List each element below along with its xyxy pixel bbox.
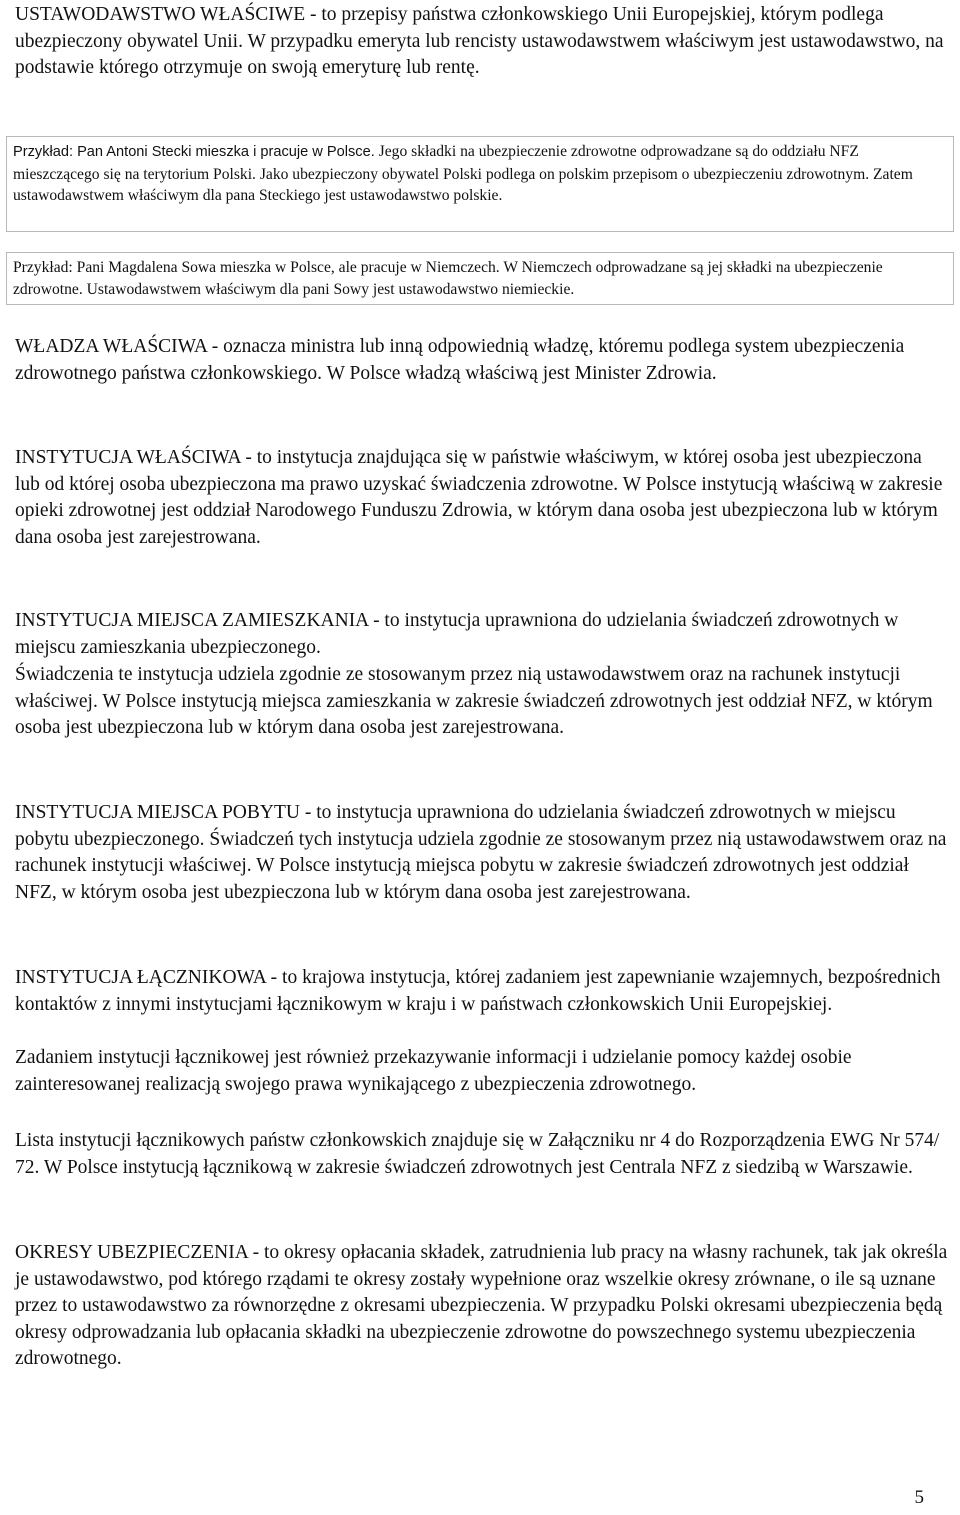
paragraph-instytucja-lacznikowa-lista: Lista instytucji łącznikowych państw członkowskich znajduje się w Załączniku nr 4 do Rozporządzenia EWG Nr 574/ 72. W Polsce instytucją łącznikową w zakresie świadczeń zdrowotnych jest Centrala NFZ z siedzibą w Warszawie. — [15, 1130, 940, 1178]
paragraph-instytucja-lacznikowa-zadanie: Zadaniem instytucji łącznikowej jest również przekazywanie informacji i udzielanie pomocy każdej osobie zainteresowanej realizacją swojego prawa wynikającego z ubezpieczenia zdrowotnego. — [15, 1047, 852, 1095]
example-box-stecki — [6, 136, 954, 232]
paragraph-instytucja-wlasciwa: INSTYTUCJA WŁAŚCIWA - to instytucja znajdująca się w państwie właściwym, w której osoba jest ubezpieczona lub od której osoba ubezpieczona ma prawo uzyskać świadczenia zdrowotne. W Polsce instytucją właściwą w zakresie opieki zdrowotnej jest oddział Narodowego Funduszu Zdrowia, w którym dana osoba jest ubezpieczona lub w którym dana osoba jest zarejestrowana. — [15, 447, 943, 548]
paragraph-instytucja-miejsca-zamieszkania: INSTYTUCJA MIEJSCA ZAMIESZKANIA - to instytucja uprawniona do udzielania świadczeń zdrowotnych w miejscu zamieszkania ubezpieczonego. — [15, 610, 899, 658]
example-stecki-text: Jego składki na ubezpieczenie zdrowotne odprowadzane są do oddziału NFZ mieszczącego się na terytorium Polski. Jako ubezpieczony obywatel Polski podlega on polskim przepisom o ubezpieczeniu zdrowotnym. Zatem ustawodawstwem właściwym dla pana Steckiego jest ustawodawstwo polskie. — [13, 143, 913, 205]
paragraph-instytucja-lacznikowa: INSTYTUCJA ŁĄCZNIKOWA - to krajowa instytucja, której zadaniem jest zapewnianie wzajemnych, bezpośrednich kontaktów z innymi instytucjami łącznikowym w kraju i w państwach członkowskich Unii Europejskiej. — [15, 967, 941, 1015]
paragraph-instytucja-miejsca-zamieszkania-cont: Świadczenia te instytucja udziela zgodnie ze stosowanym przez nią ustawodawstwem oraz na rachunek instytucji właściwej. W Polsce instytucją miejsca zamieszkania w zakresie świadczeń zdrowotnych jest oddział NFZ, w którym osoba jest ubezpieczona lub w którym dana osoba jest zarejestrowana. — [15, 664, 933, 739]
paragraph-ustawodawstwo-wlasciwe: USTAWODAWSTWO WŁAŚCIWE - to przepisy państwa członkowskiego Unii Europejskiej, którym podlega ubezpieczony obywatel Unii. W przypadku emeryta lub rencisty ustawodawstwem właściwym jest ustawodawstwo, na podstawie którego otrzymuje on swoją emeryturę lub rentę. — [15, 4, 944, 79]
example-box-sowa — [6, 252, 954, 305]
page-number: 5 — [914, 1487, 924, 1508]
example-sowa-text: Przykład: Pani Magdalena Sowa mieszka w Polsce, ale pracuje w Niemczech. W Niemczech odprowadzane są jej składki na ubezpieczenie zdrowotne. Ustawodawstwem właściwym dla pani Sowy jest ustawodawstwo niemieckie. — [13, 259, 883, 298]
paragraph-instytucja-miejsca-pobytu: INSTYTUCJA MIEJSCA POBYTU - to instytucja uprawniona do udzielania świadczeń zdrowotnych w miejscu pobytu ubezpieczonego. Świadczeń tych instytucja udziela zgodnie ze stosowanym przez nią ustawodawstwem oraz na rachunek instytucji właściwej. W Polsce instytucją miejsca pobytu w zakresie świadczeń zdrowotnych jest oddział NFZ, w którym osoba jest ubezpieczona lub w którym dana osoba jest zarejestrowana. — [15, 802, 947, 903]
example-stecki-lead: Przykład: Pan Antoni Stecki mieszka i pracuje w Polsce. — [13, 144, 375, 160]
paragraph-okresy-ubezpieczenia: OKRESY UBEZPIECZENIA - to okresy opłacania składek, zatrudnienia lub pracy na własny rachunek, tak jak określa je ustawodawstwo, pod którego rządami te okresy zostały wypełnione oraz wszelkie okresy zrównane, o ile są uznane przez to ustawodawstwo za równorzędne z okresami ubezpieczenia. W przypadku Polski okresami ubezpieczenia będą okresy odprowadzania lub opłacania składki na ubezpieczenie zdrowotne do powszechnego systemu ubezpieczenia zdrowotnego. — [15, 1242, 948, 1370]
paragraph-wladza-wlasciwa: WŁADZA WŁAŚCIWA - oznacza ministra lub inną odpowiednią władzę, któremu podlega system ubezpieczenia zdrowotnego państwa członkowskiego. W Polsce władzą właściwą jest Minister Zdrowia. — [15, 336, 905, 384]
